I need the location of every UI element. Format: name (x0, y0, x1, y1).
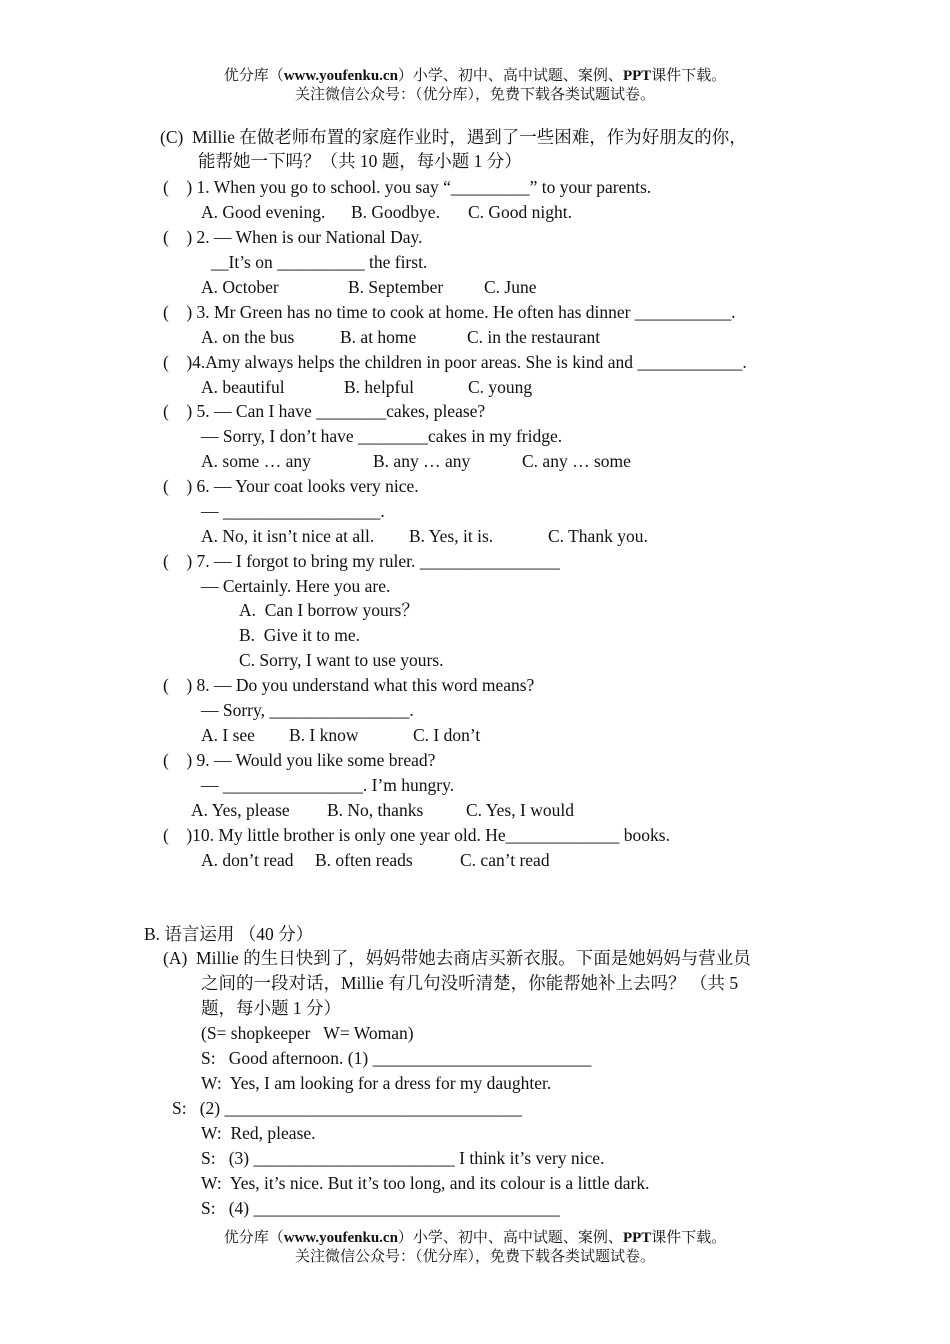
section-b-part-a-line1: (A) Millie 的生日快到了，妈妈带她去商店买新衣服。下面是她妈妈与营业员 (163, 948, 751, 968)
question-4: ( )4.Amy always helps the children in poor areas. She is kind and ____________. (163, 352, 747, 372)
q2-option-b: B. September (348, 277, 444, 297)
page-footer (0, 1229, 950, 1248)
page-header (0, 67, 950, 86)
footer-ppt: PPT (622, 1230, 652, 1246)
question-5: ( ) 5. — Can I have ________cakes, please? (163, 401, 486, 421)
dialogue-line-4: W: Red, please. (201, 1123, 316, 1143)
footer-line1-pre: 优分库（ (223, 1230, 284, 1246)
q4-option-b: B. helpful (344, 377, 414, 397)
q5-line2: — Sorry, I don’t have ________cakes in my fridge. (201, 426, 563, 446)
q2-option-a: A. October (201, 277, 279, 297)
header-line1-post: 课件下载。 (651, 68, 727, 84)
dialogue-line-1: S: Good afternoon. (1) _________________________ (201, 1048, 592, 1068)
section-c-subtitle: 能帮她一下吗？（共 10 题，每小题 1 分） (198, 151, 522, 171)
footer-line1-mid: ）小学、初中、高中试题、案例、 (397, 1230, 623, 1246)
question-8: ( ) 8. — Do you understand what this word means? (163, 675, 535, 695)
q5-option-b: B. any … any (373, 451, 471, 471)
dialogue-line-3: S: (2) __________________________________ (172, 1098, 522, 1118)
q6-line2: — __________________. (201, 501, 385, 521)
q10-option-c: C. can’t read (460, 850, 550, 870)
dialogue-line-6: W: Yes, it’s nice. But it’s too long, and its colour is a little dark. (201, 1173, 650, 1193)
section-c-title: (C) Millie 在做老师布置的家庭作业时，遇到了一些困难，作为好朋友的你， (160, 127, 747, 147)
dialogue-line-5: S: (3) _______________________ I think it’s very nice. (201, 1148, 605, 1168)
q8-option-b: B. I know (289, 725, 359, 745)
q7-option-a: A. Can I borrow yours？ (239, 600, 419, 620)
q8-option-a: A. I see (201, 725, 255, 745)
header-line1-pre: 优分库（ (223, 68, 284, 84)
q1-option-a: A. Good evening. (201, 202, 326, 222)
q4-option-c: C. young (468, 377, 533, 397)
question-2: ( ) 2. — When is our National Day. (163, 227, 423, 247)
question-6: ( ) 6. — Your coat looks very nice. (163, 476, 419, 496)
q5-option-a: A. some … any (201, 451, 311, 471)
q9-line2: — ________________. I’m hungry. (201, 775, 455, 795)
footer-line1-post: 课件下载。 (651, 1230, 727, 1246)
q1-option-b: B. Goodbye. (351, 202, 440, 222)
q9-option-b: B. No, thanks (327, 800, 424, 820)
q2-line2: __It’s on __________ the first. (211, 252, 428, 272)
question-3: ( ) 3. Mr Green has no time to cook at home. He often has dinner ___________. (163, 302, 736, 322)
q5-option-c: C. any … some (522, 451, 631, 471)
q4-option-a: A. beautiful (201, 377, 285, 397)
question-10: ( )10. My little brother is only one year old. He_____________ books. (163, 825, 670, 845)
q9-option-c: C. Yes, I would (466, 800, 574, 820)
q3-option-c: C. in the restaurant (467, 327, 601, 347)
dialogue-key: (S= shopkeeper W= Woman) (201, 1023, 414, 1043)
q7-option-c: C. Sorry, I want to use yours. (239, 650, 444, 670)
q9-option-a: A. Yes, please (191, 800, 290, 820)
section-b-part-a-line2: 之间的一段对话，Millie 有几句没听清楚，你能帮她补上去吗？ （共 5 (201, 973, 739, 993)
q1-option-c: C. Good night. (468, 202, 573, 222)
section-b-part-a-line3: 题，每小题 1 分） (201, 998, 341, 1018)
q7-option-b: B. Give it to me. (239, 625, 361, 645)
q10-option-b: B. often reads (315, 850, 413, 870)
footer-line2: 关注微信公众号：（优分库），免费下载各类试题试卷。 (294, 1249, 655, 1265)
question-9: ( ) 9. — Would you like some bread? (163, 750, 436, 770)
q2-option-c: C. June (484, 277, 537, 297)
q3-option-b: B. at home (340, 327, 417, 347)
footer-site: www.youfenku.cn (283, 1230, 398, 1246)
dialogue-line-7: S: (4) ___________________________________ (201, 1198, 560, 1218)
question-1: ( ) 1. When you go to school. you say “_________” to your parents. (163, 177, 652, 197)
header-site: www.youfenku.cn (283, 68, 398, 84)
q7-line2: — Certainly. Here you are. (201, 576, 391, 596)
header-line1-mid: ）小学、初中、高中试题、案例、 (397, 68, 623, 84)
q6-option-a: A. No, it isn’t nice at all. (201, 526, 375, 546)
section-b-title: B. 语言运用 （40 分） (144, 924, 314, 944)
q8-option-c: C. I don’t (413, 725, 481, 745)
q6-option-c: C. Thank you. (548, 526, 648, 546)
dialogue-line-2: W: Yes, I am looking for a dress for my daughter. (201, 1073, 552, 1093)
q3-option-a: A. on the bus (201, 327, 295, 347)
header-line2: 关注微信公众号：（优分库），免费下载各类试题试卷。 (294, 87, 655, 103)
question-7: ( ) 7. — I forgot to bring my ruler. ________________ (163, 551, 560, 571)
header-ppt: PPT (622, 68, 652, 84)
q6-option-b: B. Yes, it is. (409, 526, 494, 546)
q10-option-a: A. don’t read (201, 850, 294, 870)
q8-line2: — Sorry, ________________. (201, 700, 414, 720)
